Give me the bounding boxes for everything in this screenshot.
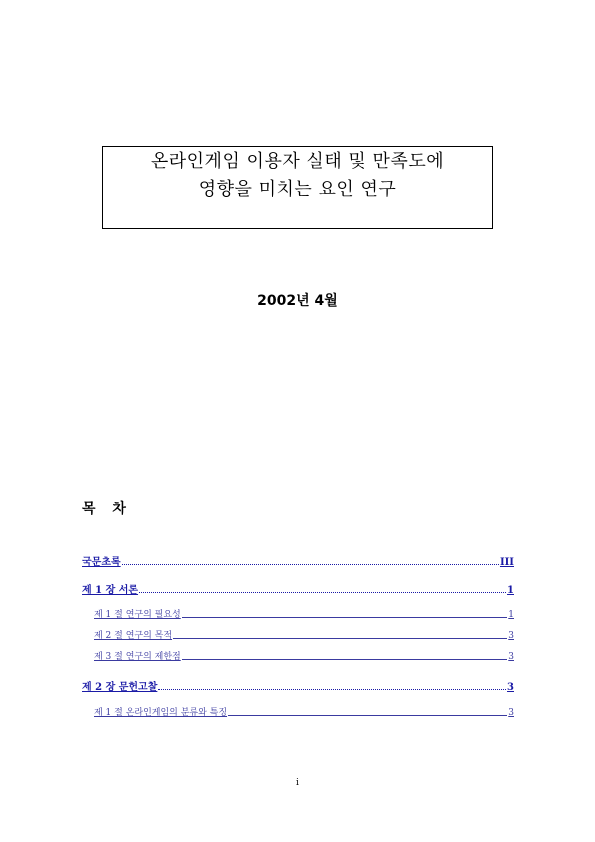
toc-leader	[173, 638, 507, 639]
document-title-line-1: 온라인게임 이용자 실태 및 만족도에	[150, 151, 445, 172]
toc-leader	[182, 617, 508, 618]
toc-entry-label: 제 2 장 문헌고찰	[82, 682, 158, 693]
toc-entry-label: 제 3 절 연구의 제한점	[94, 652, 181, 662]
page-number: i	[296, 778, 299, 788]
toc-leader	[139, 592, 506, 593]
toc-entry-page: 3	[507, 682, 514, 693]
toc-heading: 목 차	[82, 501, 132, 517]
toc-entry-label: 제 1 장 서론	[82, 585, 139, 596]
toc-entry-chapter-1[interactable]	[82, 581, 514, 596]
toc-entry-label: 제 2 절 연구의 목적	[94, 631, 173, 641]
toc-entry-page: 1	[507, 585, 514, 596]
toc-leader	[122, 564, 499, 565]
toc-entry-chapter-2[interactable]	[82, 678, 514, 693]
title-box	[102, 146, 493, 229]
document-title-line-2: 영향을 미치는 요인 연구	[198, 179, 397, 200]
toc-leader	[158, 689, 506, 690]
toc-entry-label: 제 1 절 연구의 필요성	[94, 610, 181, 620]
toc-entry-page: 3	[508, 652, 514, 662]
toc-entry-abstract[interactable]	[82, 553, 514, 568]
toc-leader	[182, 659, 508, 660]
toc-entry-chapter-1-section-1[interactable]	[94, 607, 514, 620]
toc-entry-page: 3	[508, 708, 514, 718]
toc-entry-page: 1	[508, 610, 514, 620]
toc-entry-page: III	[499, 557, 514, 568]
toc-entry-label: 국문초록	[82, 557, 121, 568]
toc-leader	[228, 715, 507, 716]
toc-entry-page: 3	[508, 631, 514, 641]
toc-entry-chapter-1-section-3[interactable]	[94, 649, 514, 662]
toc-entry-chapter-1-section-2[interactable]	[94, 628, 514, 641]
toc-entry-label: 제 1 절 온라인게임의 분류와 특징	[94, 708, 228, 718]
document-date: 2002년 4월	[257, 293, 338, 309]
toc-entry-chapter-2-section-1[interactable]	[94, 705, 514, 718]
